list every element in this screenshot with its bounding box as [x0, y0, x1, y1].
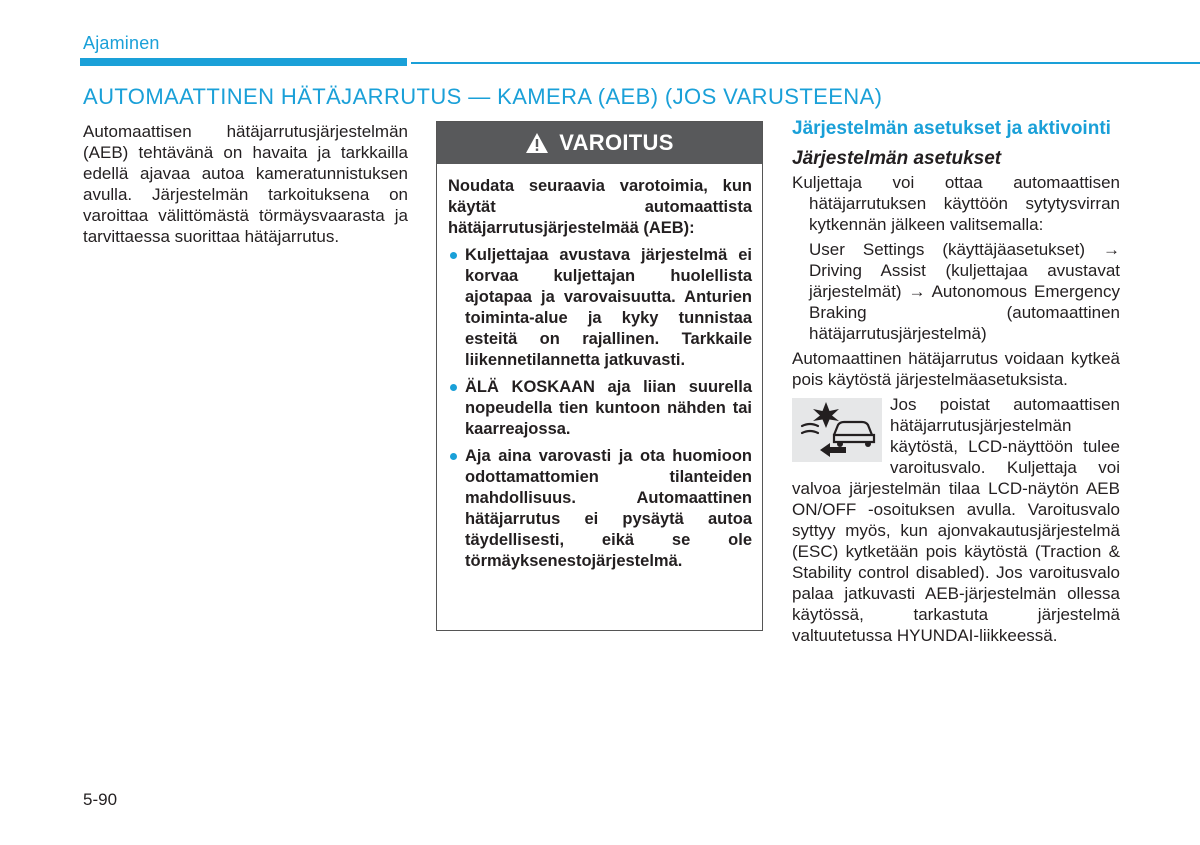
aeb-warning-light-icon [792, 398, 882, 462]
warning-list [448, 245, 752, 572]
settings-subheading: Järjestelmän asetukset [792, 148, 1002, 169]
warning-title: VAROITUS [559, 130, 674, 155]
header-rule-thick [80, 58, 407, 66]
settings-column [792, 118, 1120, 650]
intro-paragraph: Automaattisen hätäjarrutusjärjestelmän (AEB) tehtävänä on havaita ja tarkkailla edellä ajavaa autoa kameratunnistuksen avulla. Järjestelmän tarkoituksena on varoittaa välittömästä törmäysvaarasta ja tarvittaessa suorittaa hätäjarrutus. [83, 122, 408, 246]
warning-light-paragraph: Jos poistat automaattisen hätäjarrutusjärjestelmän käytöstä, LCD-näyttöön tulee varoitusvalo. Kuljettaja voi valvoa järjestelmän tilaa LCD-näytön AEB ON/OFF -osoituksen avulla. Varoitusvalo syttyy myös, kun ajonvakautusjärjestelmä (ESC) kytketään pois käytöstä (Traction & Stability control disabled). Jos varoitusvalo palaa jatkuvasti AEB-järjestelmän ollessa käytössä, tarkastuta järjestelmä valtuutetussa HYUNDAI-liikkeessä. [792, 395, 1120, 645]
settings-heading: Järjestelmän asetukset ja aktivointi [792, 118, 1111, 139]
bullet-icon [450, 252, 457, 259]
section-label: Ajaminen [83, 33, 160, 53]
warning-item: Aja aina varovasti ja ota huomioon odottamattomien tilanteiden mahdollisuus. Automaattinen hätäjarrutus ei pysäytä autoa täydellisesti, eikä se ole törmäyksenestojärjestelmä. [448, 446, 752, 572]
bullet-icon [450, 384, 457, 391]
warning-body [437, 164, 762, 572]
warning-triangle-icon [525, 132, 549, 154]
warning-header [437, 122, 762, 164]
settings-paragraph-2: Automaattinen hätäjarrutus voidaan kytkeä pois käytöstä järjestelmäasetuksista. [792, 349, 1120, 389]
warning-item: Kuljettajaa avustava järjestelmä ei korvaa kuljettajan huolellista ajotapaa ja varovaisuutta. Anturien toiminta-alue ja kyky tunnistaa esteitä on rajallinen. Tarkkaile liikennetilannetta jatkuvasti. [448, 245, 752, 371]
header-rule-thin [411, 62, 1200, 64]
menu-path: User Settings (käyttäjäasetukset) → Driving Assist (kuljettajaa avustavat järjestelmät) → Autonomous Emergency Braking (automaattinen hätäjarrutusjärjestelmä) [809, 240, 1120, 343]
page-title: AUTOMAATTINEN HÄTÄJARRUTUS — KAMERA (AEB) (JOS VARUSTEENA) [83, 84, 883, 109]
warning-box [436, 121, 763, 631]
settings-paragraph: Kuljettaja voi ottaa automaattisen hätäjarrutuksen käyttöön sytytysvirran kytkennän jälkeen valitsemalla: [792, 173, 1120, 234]
warning-intro: Noudata seuraavia varotoimia, kun käytät automaattista hätäjarrutusjärjestelmää (AEB): [448, 177, 752, 237]
warning-item: ÄLÄ KOSKAAN aja liian suurella nopeudella tien kuntoon nähden tai kaarreajossa. [448, 377, 752, 440]
page-number: 5-90 [83, 790, 118, 809]
bullet-icon [450, 453, 457, 460]
